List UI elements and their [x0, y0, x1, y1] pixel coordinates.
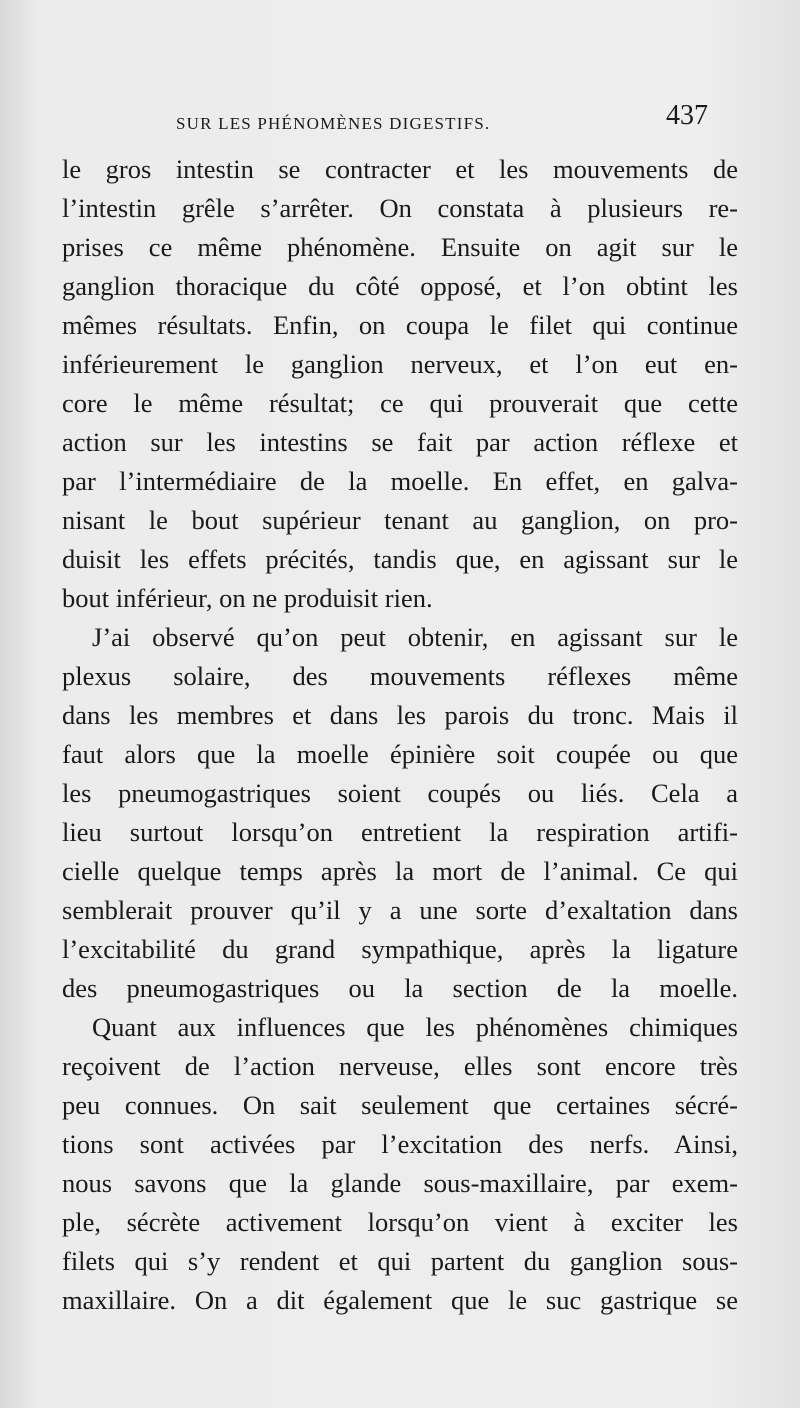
- text-line: action sur les intestins se fait par action réflexe et: [62, 427, 738, 457]
- text-line: maxillaire. On a dit également que le suc gastrique se: [62, 1285, 738, 1315]
- text-line: des pneumogastriques ou la section de la moelle.: [62, 973, 738, 1003]
- text-line: les pneumogastriques soient coupés ou liés. Cela a: [62, 778, 738, 808]
- text-line: nisant le bout supérieur tenant au ganglion, on pro-: [62, 505, 738, 535]
- text-line: plexus solaire, des mouvements réflexes même: [62, 661, 738, 691]
- running-title: SUR LES PHÉNOMÈNES DIGESTIFS.: [176, 114, 491, 133]
- text-line: lieu surtout lorsqu’on entretient la respiration artifi-: [62, 817, 738, 847]
- text-line: par l’intermédiaire de la moelle. En effet, en galva-: [62, 466, 738, 496]
- text-line: faut alors que la moelle épinière soit coupée ou que: [62, 739, 738, 769]
- page-header: [176, 100, 708, 140]
- text-line: reçoivent de l’action nerveuse, elles sont encore très: [62, 1051, 738, 1081]
- text-line: filets qui s’y rendent et qui partent du ganglion sous-: [62, 1246, 738, 1276]
- text-line: bout inférieur, on ne produisit rien.: [62, 583, 433, 613]
- text-line: mêmes résultats. Enfin, on coupa le filet qui continue: [62, 310, 738, 340]
- text-line: l’excitabilité du grand sympathique, après la ligature: [62, 934, 738, 964]
- text-line: inférieurement le ganglion nerveux, et l’on eut en-: [62, 349, 738, 379]
- text-line: Quant aux influences que les phénomènes chimiques: [92, 1012, 738, 1042]
- text-line: duisit les effets précités, tandis que, en agissant sur le: [62, 544, 738, 574]
- text-line: nous savons que la glande sous-maxillaire, par exem-: [62, 1168, 738, 1198]
- text-line: semblerait prouver qu’il y a une sorte d’exaltation dans: [62, 895, 738, 925]
- text-line: dans les membres et dans les parois du tronc. Mais il: [62, 700, 738, 730]
- text-line: le gros intestin se contracter et les mouvements de: [62, 154, 738, 184]
- text-line: ganglion thoracique du côté opposé, et l’on obtint les: [62, 271, 738, 301]
- text-line: J’ai observé qu’on peut obtenir, en agissant sur le: [92, 622, 738, 652]
- text-line: peu connues. On sait seulement que certaines sécré-: [62, 1090, 738, 1120]
- text-line: core le même résultat; ce qui prouverait que cette: [62, 388, 738, 418]
- text-line: l’intestin grêle s’arrêter. On constata à plusieurs re-: [62, 193, 738, 223]
- text-line: prises ce même phénomène. Ensuite on agit sur le: [62, 232, 738, 262]
- body-text: [62, 150, 738, 1320]
- text-line: ple, sécrète activement lorsqu’on vient à exciter les: [62, 1207, 738, 1237]
- paragraph-3: [62, 1008, 738, 1320]
- paragraph-2: [62, 618, 738, 1008]
- text-line: tions sont activées par l’excitation des nerfs. Ainsi,: [62, 1129, 738, 1159]
- page-number: 437: [666, 100, 708, 131]
- text-line: cielle quelque temps après la mort de l’animal. Ce qui: [62, 856, 738, 886]
- paragraph-1: [62, 150, 738, 618]
